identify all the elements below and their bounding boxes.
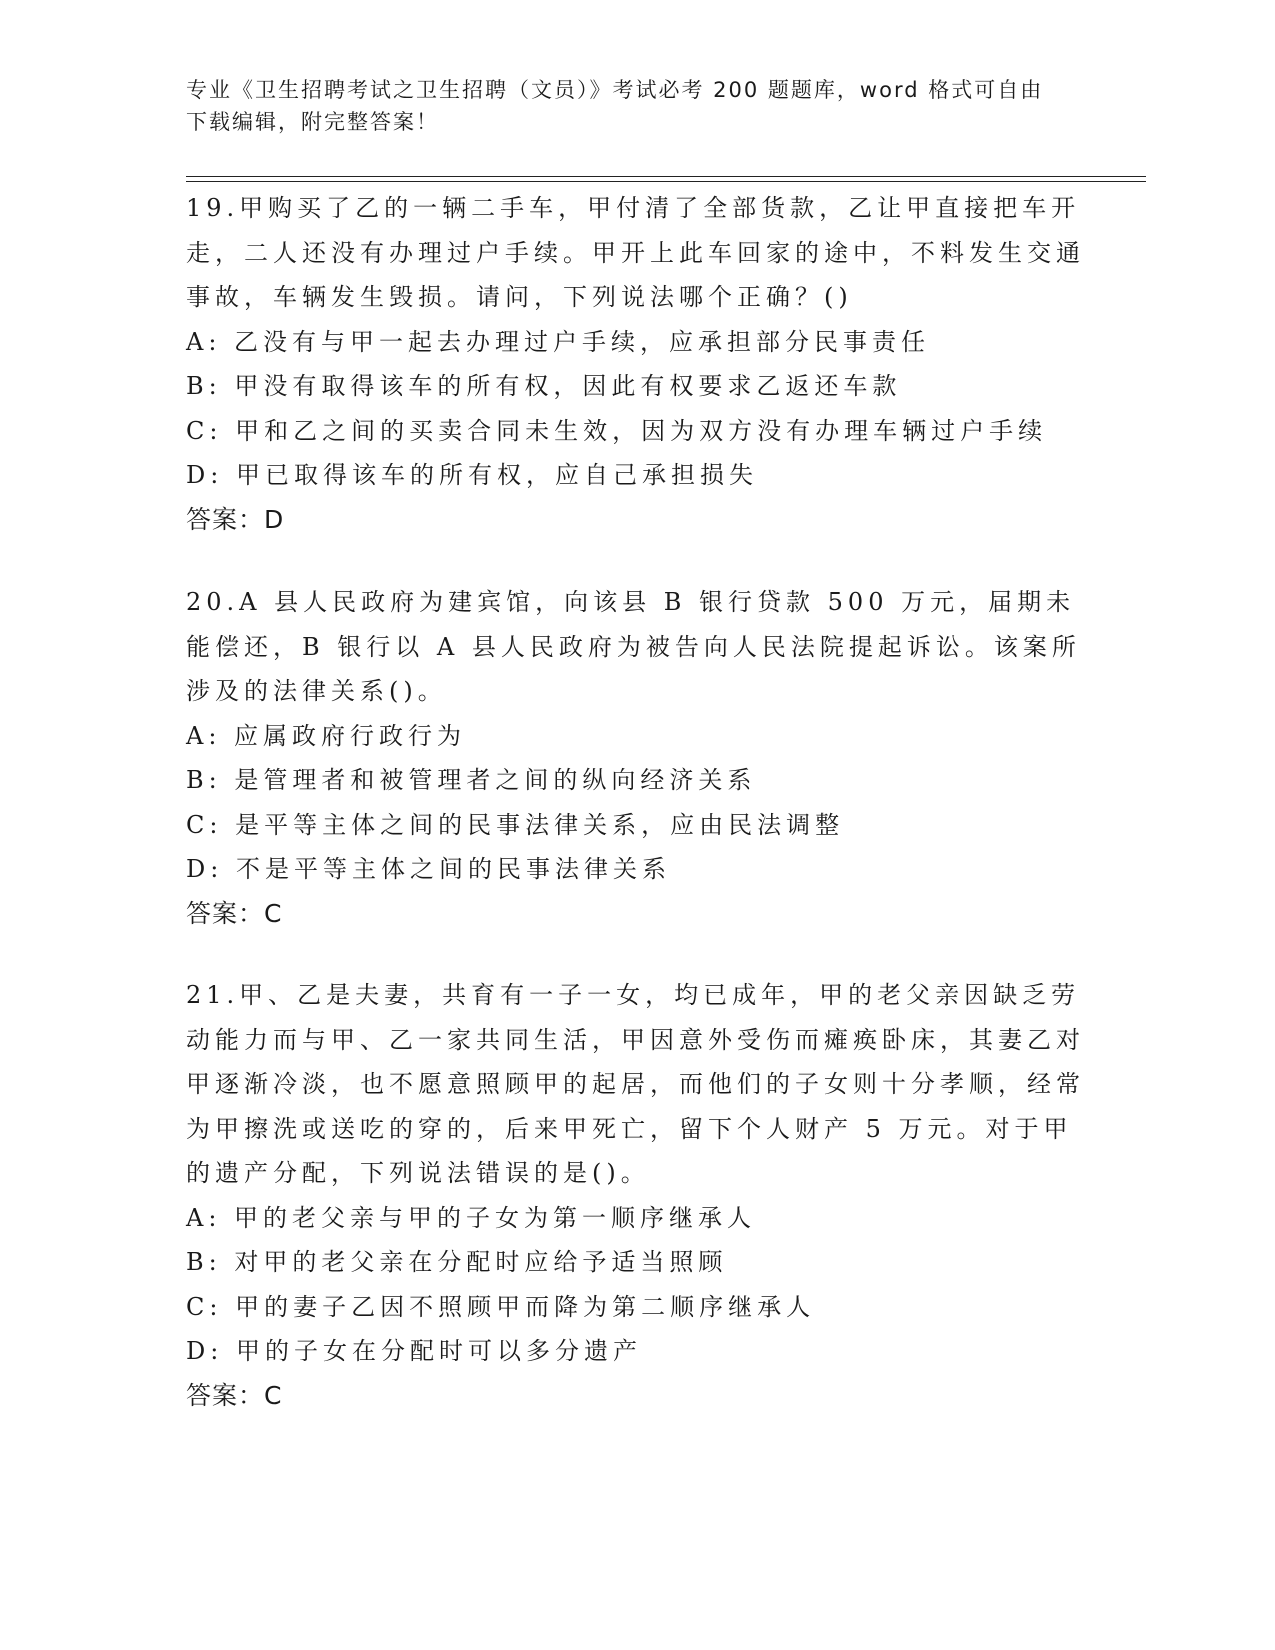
option-d: D: 甲已取得该车的所有权，应自己承担损失 — [186, 461, 758, 489]
question-21 — [186, 973, 1086, 1418]
document-header: 专业《卫生招聘考试之卫生招聘（文员）》考试必考 200 题题库，word 格式可自由下载编辑，附完整答案！ — [186, 78, 1044, 134]
option-b: B: 甲没有取得该车的所有权，因此有权要求乙返还车款 — [186, 372, 902, 400]
option-c: C: 是平等主体之间的民事法律关系，应由民法调整 — [186, 810, 845, 839]
question-stem: 21.甲、乙是夫妻，共育有一子一女，均已成年，甲的老父亲因缺乏劳动能力而与甲、乙一家共同生活，甲因意外受伤而瘫痪卧床，其妻乙对甲逐渐冷淡，也不愿意照顾甲的起居，而他们的子女则十分孝顺，经常为甲擦洗或送吃的穿的，后来甲死亡，留下个人财产 5 万元。对于甲的遗产分配，下列说法错误的是()。 — [186, 981, 1085, 1187]
option-d: D: 不是平等主体之间的民事法律关系 — [186, 855, 671, 883]
question-19 — [186, 186, 1086, 542]
header-rule-bottom — [186, 181, 1146, 182]
option-b: B: 是管理者和被管理者之间的纵向经济关系 — [186, 766, 757, 794]
question-20 — [186, 580, 1086, 936]
header-rule-top — [186, 176, 1146, 177]
question-stem: 19.甲购买了乙的一辆二手车，甲付清了全部货款，乙让甲直接把车开走，二人还没有办理过户手续。甲开上此车回家的途中，不料发生交通事故，车辆发生毁损。请问，下列说法哪个正确？() — [186, 194, 1085, 311]
option-c: C: 甲和乙之间的买卖合同未生效，因为双方没有办理车辆过户手续 — [186, 416, 1048, 445]
question-stem: 20.A 县人民政府为建宾馆，向该县 B 银行贷款 500 万元，届期未能偿还，B 银行以 A 县人民政府为被告向人民法院提起诉讼。该案所涉及的法律关系()。 — [186, 588, 1081, 705]
option-a: A: 乙没有与甲一起去办理过户手续，应承担部分民事责任 — [186, 327, 931, 356]
option-a: A: 甲的老父亲与甲的子女为第一顺序继承人 — [186, 1203, 757, 1232]
option-d: D: 甲的子女在分配时可以多分遗产 — [186, 1337, 642, 1365]
answer-label: 答案：D — [186, 504, 285, 534]
option-a: A: 应属政府行政行为 — [186, 721, 467, 750]
answer-label: 答案：C — [186, 1380, 283, 1410]
option-c: C: 甲的妻子乙因不照顾甲而降为第二顺序继承人 — [186, 1292, 816, 1321]
answer-label: 答案：C — [186, 898, 283, 928]
option-b: B: 对甲的老父亲在分配时应给予适当照顾 — [186, 1248, 728, 1276]
